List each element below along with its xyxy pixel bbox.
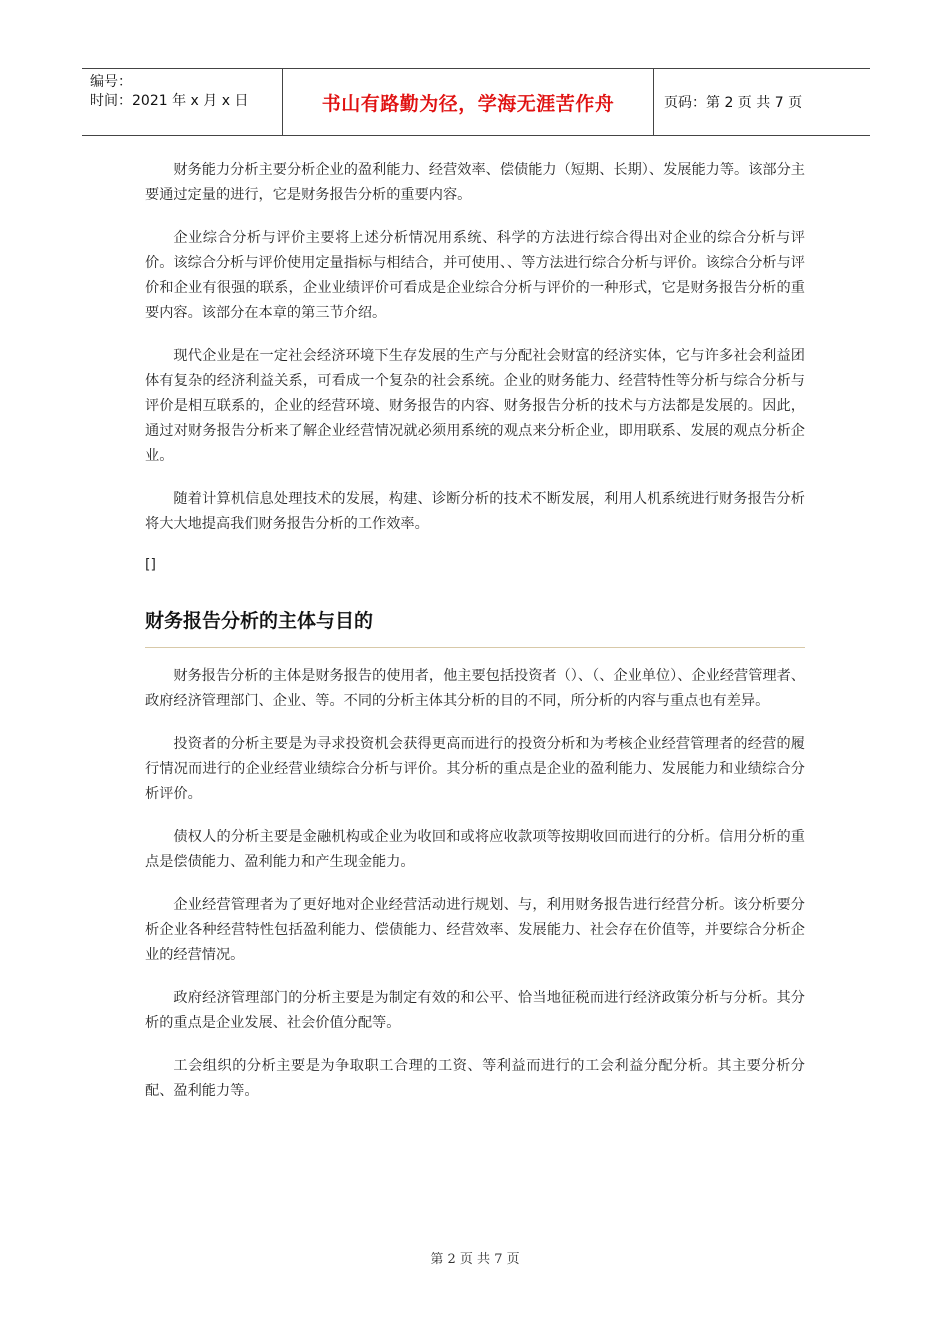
empty-reference: [] [145, 557, 156, 573]
paragraph: 工会组织的分析主要是为争取职工合理的工资、等利益而进行的工会利益分配分析。其主要分析分配、盈利能力等。 [145, 1058, 805, 1099]
paragraph: 债权人的分析主要是金融机构或企业为收回和或将应收款项等按期收回而进行的分析。信用分析的重点是偿债能力、盈利能力和产生现金能力。 [145, 829, 805, 870]
paragraph: 企业经营管理者为了更好地对企业经营活动进行规划、与，利用财务报告进行经营分析。该分析要分析企业各种经营特性包括盈利能力、偿债能力、经营效率、发展能力、社会存在价值等，并要综合分析企业的经营情况。 [145, 897, 805, 963]
header-motto: 书山有路勤为径，学海无涯苦作舟 [282, 69, 654, 135]
document-date-label: 时间：2021 年 x 月 x 日 [90, 93, 249, 109]
section-title: 财务报告分析的主体与目的 [145, 610, 374, 632]
paragraph: 随着计算机信息处理技术的发展，构建、诊断分析的技术不断发展，利用人机系统进行财务报告分析将大大地提高我们财务报告分析的工作效率。 [145, 491, 805, 532]
paragraph: 现代企业是在一定社会经济环境下生存发展的生产与分配社会财富的经济实体，它与许多社会利益团体有复杂的经济利益关系，可看成一个复杂的社会系统。企业的财务能力、经营特性等分析与综合分析与评价是相互联系的，企业的经营环境、财务报告的内容、财务报告分析的技术与方法都是发展的。因此，通过对财务报告分析来了解企业经营情况就必须用系统的观点来分析企业，即用联系、发展的观点分析企业。 [145, 348, 805, 464]
paragraph: 投资者的分析主要是为寻求投资机会获得更高而进行的投资分析和为考核企业经营管理者的经营的履行情况而进行的企业经营业绩综合分析与评价。其分析的重点是企业的盈利能力、发展能力和业绩综合分析评价。 [145, 736, 805, 802]
document-body [145, 158, 805, 1122]
document-number-label: 编号： [90, 74, 132, 90]
page-footer: 第 2 页 共 7 页 [430, 1252, 520, 1267]
page-header [82, 68, 870, 136]
header-meta [82, 69, 282, 135]
paragraph: 财务报告分析的主体是财务报告的使用者，他主要包括投资者（）、（、企业单位）、企业经营管理者、政府经济管理部门、企业、等。不同的分析主体其分析的目的不同，所分析的内容与重点也有差异。 [145, 668, 805, 709]
section-divider [145, 647, 805, 648]
paragraph: 财务能力分析主要分析企业的盈利能力、经营效率、偿债能力（短期、长期）、发展能力等。该部分主要通过定量的进行，它是财务报告分析的重要内容。 [145, 162, 805, 203]
paragraph: 政府经济管理部门的分析主要是为制定有效的和公平、恰当地征税而进行经济政策分析与分析。其分析的重点是企业发展、社会价值分配等。 [145, 990, 805, 1031]
header-page-info: 页码：第 2 页 共 7 页 [664, 95, 803, 111]
paragraph: 企业综合分析与评价主要将上述分析情况用系统、科学的方法进行综合得出对企业的综合分析与评价。该综合分析与评价使用定量指标与相结合，并可使用、、等方法进行综合分析与评价。该综合分析与评价和企业有很强的联系，企业业绩评价可看成是企业综合分析与评价的一种形式，它是财务报告分析的重要内容。该部分在本章的第三节介绍。 [145, 230, 805, 321]
